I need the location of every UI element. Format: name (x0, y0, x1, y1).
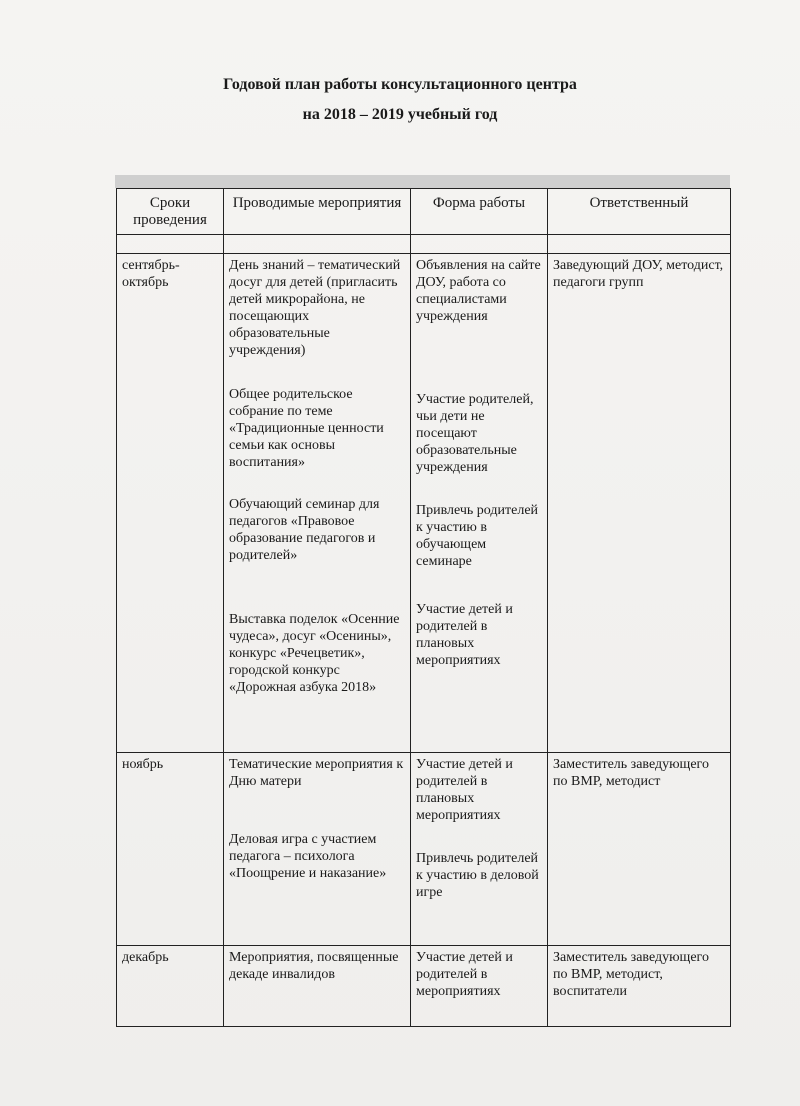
form-item: Участие родителей, чьи дети не посещают образовательные учреждения (416, 392, 534, 475)
event-item: Мероприятия, посвященные декаде инвалидов (229, 950, 399, 982)
form-cell (411, 254, 548, 753)
events-cell (224, 254, 411, 753)
form-item: Участие детей и родителей в плановых мероприятиях (416, 757, 513, 823)
form-item: Участие детей и родителей в мероприятиях (416, 950, 513, 999)
empty-cell (224, 235, 411, 254)
empty-cell (548, 235, 731, 254)
plan-table (116, 188, 731, 1027)
form-cell (411, 753, 548, 946)
event-item: Деловая игра с участием педагога – психолога «Поощрение и наказание» (229, 832, 387, 881)
document-title: Годовой план работы консультационного центра (223, 76, 577, 93)
form-cell (411, 946, 548, 1027)
table-row (117, 254, 731, 753)
event-item: День знаний – тематический досуг для детей (пригласить детей микрорайона, не посещающих образовательные учреждения) (229, 258, 401, 358)
header-events: Проводимые мероприятия (224, 189, 411, 235)
header-form: Форма работы (411, 189, 548, 235)
table-top-band (115, 175, 730, 188)
document-subtitle: на 2018 – 2019 учебный год (302, 106, 498, 123)
event-item: Выставка поделок «Осенние чудеса», досуг «Осенины», конкурс «Речецветик», городской конкурс «Дорожная азбука 2018» (229, 612, 400, 695)
responsible-cell: Заместитель заведующего по ВМР, методист, воспитатели (548, 946, 731, 1027)
period-cell: декабрь (117, 946, 224, 1027)
event-item: Общее родительское собрание по теме «Традиционные ценности семьи как основы воспитания» (229, 387, 384, 470)
event-item: Тематические мероприятия к Дню матери (229, 757, 404, 789)
form-item: Привлечь родителей к участию в обучающем семинаре (416, 503, 539, 569)
table-empty-row (117, 235, 731, 254)
header-responsible: Ответственный (548, 189, 731, 235)
period-cell: ноябрь (117, 753, 224, 946)
responsible-cell: Заместитель заведующего по ВМР, методист (548, 753, 731, 946)
event-item: Обучающий семинар для педагогов «Правовое образование педагогов и родителей» (229, 497, 380, 563)
empty-cell (411, 235, 548, 254)
responsible-cell: Заведующий ДОУ, методист, педагоги групп (548, 254, 731, 753)
table-row (117, 946, 731, 1027)
form-item: Объявления на сайте ДОУ, работа со специалистами учреждения (416, 258, 541, 324)
table-header-row (117, 189, 731, 235)
empty-cell (117, 235, 224, 254)
form-item: Участие детей и родителей в плановых мероприятиях (416, 602, 513, 668)
events-cell (224, 753, 411, 946)
header-period: Сроки проведения (117, 189, 224, 235)
period-cell: сентябрь-октябрь (117, 254, 224, 753)
events-cell (224, 946, 411, 1027)
form-item: Привлечь родителей к участию в деловой игре (416, 851, 539, 900)
table-row (117, 753, 731, 946)
